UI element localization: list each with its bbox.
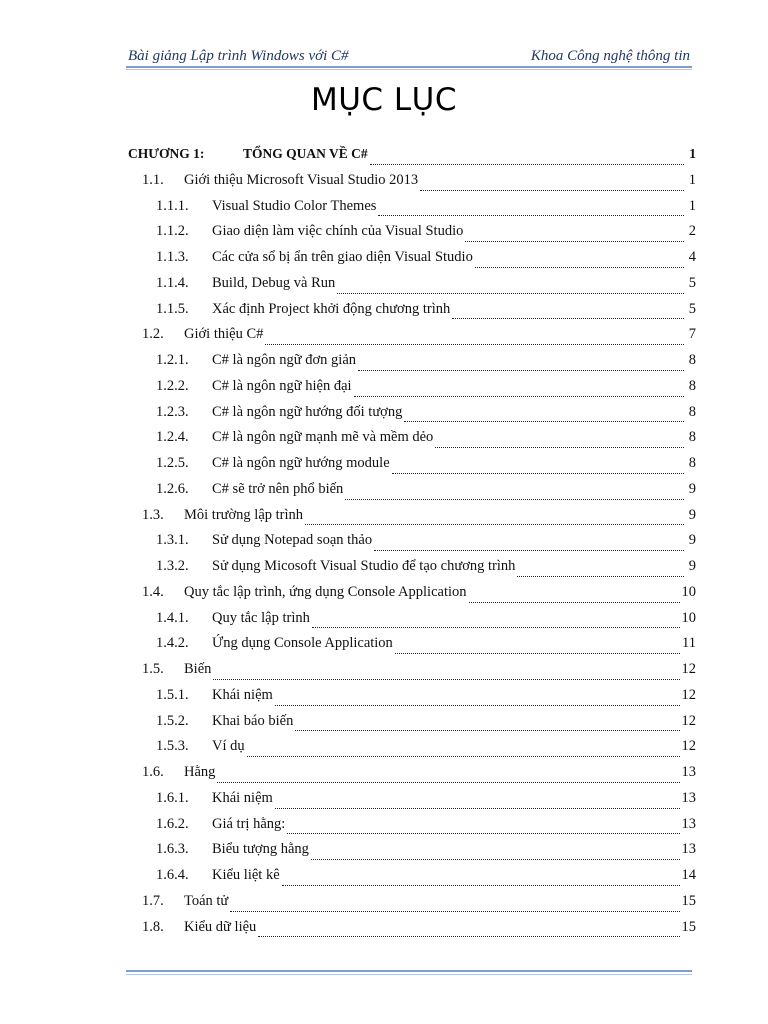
toc-entry-page: 8 (688, 352, 696, 368)
toc-entry[interactable] (128, 404, 696, 430)
toc-entry[interactable] (128, 198, 696, 224)
toc-dot-leader (247, 756, 680, 757)
toc-dot-leader (258, 936, 679, 937)
toc-dot-leader (395, 653, 680, 654)
toc-entry-number: CHƯƠNG 1: (128, 146, 205, 161)
toc-entry[interactable] (128, 687, 696, 713)
toc-entry-title: Môi trường lập trình (184, 506, 304, 523)
toc-entry-page: 2 (688, 223, 696, 240)
toc-entry-number: 1.5. (142, 661, 164, 677)
toc-entry-title: Biến (184, 661, 212, 677)
toc-entry-number: 1.3.1. (156, 532, 189, 549)
toc-dot-leader (354, 396, 684, 397)
toc-dot-leader (469, 602, 680, 603)
toc-dot-leader (475, 267, 684, 268)
toc-entry-title: Visual Studio Color Themes (212, 197, 377, 214)
toc-dot-leader (282, 885, 680, 886)
footer-rule-thin (126, 974, 692, 975)
toc-entry-page: 7 (688, 326, 696, 343)
toc-entry-number: 1.6. (142, 764, 164, 780)
toc-entry-title: Kiểu dữ liệu (184, 918, 257, 935)
toc-entry-title: Build, Debug và Run (212, 274, 336, 291)
toc-entry-number: 1.1.4. (156, 274, 189, 291)
toc-entry-number: 1.2.5. (156, 455, 189, 471)
toc-entry-title: Giá trị hằng: (212, 815, 286, 832)
toc-entry-number: 1.6.4. (156, 867, 189, 883)
toc-dot-leader (275, 705, 680, 706)
toc-entry-title: Kiểu liệt kê (212, 867, 280, 883)
toc-entry-title: C# là ngôn ngữ đơn giản (212, 352, 357, 368)
toc-entry[interactable] (128, 275, 696, 301)
toc-entry-page: 15 (681, 892, 696, 909)
toc-dot-leader (517, 576, 684, 577)
toc-entry[interactable] (128, 610, 696, 636)
toc-entry[interactable] (128, 378, 696, 404)
toc-entry-number: 1.3.2. (156, 558, 189, 574)
toc-dot-leader (265, 344, 684, 345)
toc-entry-number: 1.2.6. (156, 480, 189, 497)
toc-entry-page: 8 (688, 455, 696, 471)
toc-entry-number: 1.6.1. (156, 789, 189, 806)
toc-dot-leader (311, 859, 680, 860)
toc-entry-title: Biểu tượng hằng (212, 841, 309, 858)
toc-entry-page: 9 (688, 480, 696, 497)
toc-entry[interactable] (128, 738, 696, 764)
toc-entry-title: Các cửa sổ bị ẩn trên giao diện Visual Studio (212, 249, 473, 265)
toc-entry[interactable] (128, 326, 696, 352)
page-title: MỤC LỤC (310, 82, 458, 118)
toc-entry-page: 12 (681, 738, 696, 755)
toc-dot-leader (295, 730, 679, 731)
toc-dot-leader (213, 679, 679, 680)
toc-entry[interactable] (128, 172, 696, 198)
toc-entry-number: 1.2. (142, 326, 164, 343)
toc-dot-leader (378, 215, 684, 216)
toc-entry-number: 1.2.1. (156, 352, 189, 368)
toc-entry-page: 15 (681, 918, 696, 935)
toc-entry-page: 9 (688, 506, 696, 523)
toc-entry-title: Ứng dụng Console Application (212, 635, 393, 652)
toc-entry[interactable] (128, 532, 696, 558)
toc-entry-page: 12 (681, 686, 696, 703)
toc-dot-leader (420, 190, 684, 191)
toc-entry-page: 9 (688, 532, 696, 549)
toc-entry[interactable] (128, 223, 696, 249)
toc-entry[interactable] (128, 816, 696, 842)
toc-entry[interactable] (128, 790, 696, 816)
toc-dot-leader (358, 370, 684, 371)
toc-entry[interactable] (128, 635, 696, 661)
toc-entry-title: C# là ngôn ngữ mạnh mẽ và mềm dẻo (212, 429, 434, 446)
toc-entry-page: 1 (688, 197, 696, 214)
toc-dot-leader (435, 447, 684, 448)
toc-entry-number: 1.4.2. (156, 635, 189, 652)
toc-entry-page: 13 (681, 764, 696, 780)
toc-entry-page: 10 (681, 583, 696, 600)
toc-entry-page: 5 (688, 274, 696, 291)
toc-entry-title: Quy tắc lập trình (212, 609, 310, 626)
toc-entry-page: 13 (681, 789, 696, 806)
toc-entry-page: 11 (682, 635, 696, 652)
toc-entry-title: Ví dụ (212, 738, 245, 755)
toc-entry[interactable] (128, 429, 696, 455)
toc-entry-number: 1.3. (142, 506, 164, 523)
toc-dot-leader (305, 524, 684, 525)
page-header (128, 41, 690, 65)
toc-entry-page: 13 (681, 841, 696, 858)
toc-dot-leader (287, 833, 679, 834)
toc-entry-number: 1.5.1. (156, 686, 189, 703)
toc-entry-page: 5 (688, 300, 696, 317)
toc-dot-leader (275, 808, 680, 809)
toc-entry[interactable] (128, 249, 696, 275)
toc-entry-page: 14 (681, 867, 696, 883)
toc-entry-title: Khái niệm (212, 686, 273, 703)
toc-dot-leader (230, 911, 679, 912)
toc-entry-title: Xác định Project khởi động chương trình (212, 300, 451, 317)
toc-entry[interactable] (128, 481, 696, 507)
toc-entry[interactable] (128, 893, 696, 919)
header-faculty: Khoa Công nghệ thông tin (530, 48, 690, 64)
toc-entry-number: 1.8. (142, 918, 164, 935)
toc-entry-title: Khai báo biến (212, 712, 294, 729)
toc-entry-page: 12 (681, 712, 696, 729)
toc-entry-number: 1.1. (142, 171, 164, 188)
toc-entry-title: Hằng (184, 764, 216, 780)
toc-entry-page: 8 (688, 429, 696, 446)
toc-entry-title: Khái niệm (212, 789, 273, 806)
toc-entry-title: C# là ngôn ngữ hướng module (212, 455, 390, 471)
footer-rule (126, 970, 692, 972)
toc-entry[interactable] (128, 146, 696, 172)
toc-dot-leader (465, 241, 684, 242)
toc-entry-number: 1.1.3. (156, 249, 189, 265)
toc-entry[interactable] (128, 919, 696, 945)
toc-entry-title: Toán tử (184, 892, 229, 909)
toc-entry[interactable] (128, 352, 696, 378)
toc-entry-number: 1.5.2. (156, 712, 189, 729)
toc-entry-number: 1.1.5. (156, 300, 189, 317)
toc-entry[interactable] (128, 301, 696, 327)
toc-entry-title: Quy tắc lập trình, ứng dụng Console Application (184, 583, 467, 600)
toc-entry-title: TỔNG QUAN VỀ C# (243, 146, 368, 161)
toc-entry-title: C# là ngôn ngữ hiện đại (212, 377, 352, 394)
toc-entry-number: 1.4.1. (156, 609, 189, 626)
toc-entry-title: C# là ngôn ngữ hướng đối tượng (212, 403, 403, 420)
header-course-title: Bài giảng Lập trình Windows với C# (128, 48, 349, 64)
toc-entry-number: 1.2.3. (156, 403, 189, 420)
toc-entry[interactable] (128, 661, 696, 687)
toc-entry-number: 1.2.2. (156, 377, 189, 394)
toc-entry-page: 1 (688, 171, 696, 188)
toc-entry-number: 1.6.3. (156, 841, 189, 858)
toc-entry-page: 9 (688, 558, 696, 574)
toc-entry[interactable] (128, 558, 696, 584)
toc-entry-number: 1.2.4. (156, 429, 189, 446)
toc-dot-leader (392, 473, 684, 474)
toc-entry-page: 10 (681, 609, 696, 626)
toc-dot-leader (452, 318, 684, 319)
toc-entry[interactable] (128, 584, 696, 610)
toc-entry-page: 12 (681, 661, 696, 677)
toc-entry-number: 1.5.3. (156, 738, 189, 755)
toc-entry-title: Giới thiệu C# (184, 326, 264, 343)
toc-entry-title: Sử dụng Micosoft Visual Studio để tạo chương trình (212, 558, 516, 574)
header-rule-thin (126, 69, 692, 70)
toc-entry[interactable] (128, 507, 696, 533)
table-of-contents (128, 146, 696, 944)
toc-entry-title: Giao diện làm việc chính của Visual Studio (212, 223, 464, 240)
toc-entry[interactable] (128, 764, 696, 790)
toc-entry-page: 8 (688, 377, 696, 394)
toc-entry-page: 4 (688, 249, 696, 265)
toc-dot-leader (345, 499, 684, 500)
toc-dot-leader (404, 421, 684, 422)
toc-entry-title: Sử dụng Notepad soạn thảo (212, 532, 373, 549)
toc-entry[interactable] (128, 455, 696, 481)
toc-dot-leader (374, 550, 684, 551)
toc-entry[interactable] (128, 713, 696, 739)
toc-entry[interactable] (128, 841, 696, 867)
toc-entry-number: 1.6.2. (156, 815, 189, 832)
toc-dot-leader (337, 293, 684, 294)
toc-entry-number: 1.1.1. (156, 197, 189, 214)
toc-entry-page: 8 (688, 403, 696, 420)
toc-entry[interactable] (128, 867, 696, 893)
toc-entry-number: 1.4. (142, 583, 164, 600)
toc-entry-page: 13 (681, 815, 696, 832)
toc-entry-page: 1 (689, 146, 696, 161)
toc-entry-number: 1.7. (142, 892, 164, 909)
toc-entry-title: Giới thiệu Microsoft Visual Studio 2013 (184, 171, 419, 188)
toc-dot-leader (370, 164, 684, 165)
toc-entry-number: 1.1.2. (156, 223, 189, 240)
toc-entry-title: C# sẽ trở nên phổ biến (212, 480, 344, 497)
header-rule (126, 66, 692, 68)
toc-dot-leader (312, 627, 680, 628)
toc-dot-leader (217, 782, 679, 783)
